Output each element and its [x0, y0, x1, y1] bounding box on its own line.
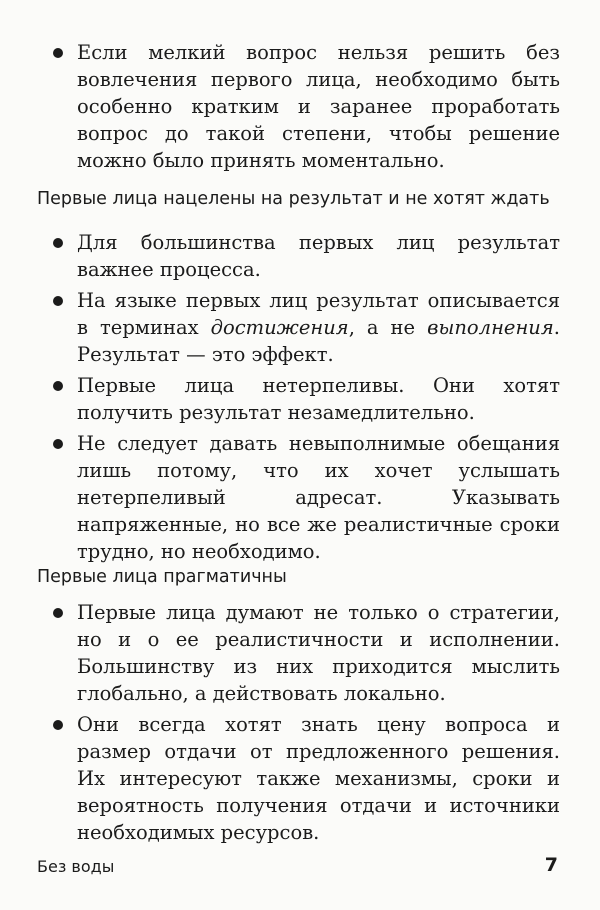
bullet-item: Не следует давать невыполнимые обещания лишь потому, что их хочет услышать нетерпеливый адресат. Указывать напряженные, но все же реалистичные сроки трудно, но необходимо. [0, 430, 600, 565]
bullet-item: Для большинства первых лиц результат важнее процесса. [0, 229, 600, 283]
bullet-item: Первые лица нетерпеливы. Они хотят получить результат незамедлительно. [0, 372, 600, 426]
bullet-list [0, 599, 600, 850]
section-heading: Первые лица нацелены на результат и не хотят ждать [37, 189, 550, 209]
bullet-item: На языке первых лиц результат описывается в терминах достижения, а не выполнения. Результат — это эффект. [0, 287, 600, 368]
page-number: 7 [544, 854, 558, 876]
section-heading: Первые лица прагматичны [37, 567, 287, 587]
bullet-item: Если мелкий вопрос нельзя решить без вовлечения первого лица, необходимо быть особенно кратким и заранее проработать вопрос до такой степени, чтобы решение можно было принять моментально. [0, 39, 600, 174]
bullet-item: Они всегда хотят знать цену вопроса и размер отдачи от предложенного решения. Их интересуют также механизмы, сроки и вероятность получения отдачи и источники необходимых ресурсов. [0, 711, 600, 846]
bullet-item: Первые лица думают не только о стратегии, но и о ее реалистичности и исполнении. Большинству из них приходится мыслить глобально, а действовать локально. [0, 599, 600, 707]
bullet-list [0, 229, 600, 569]
bullet-list [0, 39, 600, 178]
italic-term: выполнения [427, 316, 554, 339]
italic-term: достижения [210, 316, 349, 339]
running-footer-title: Без воды [37, 857, 115, 876]
